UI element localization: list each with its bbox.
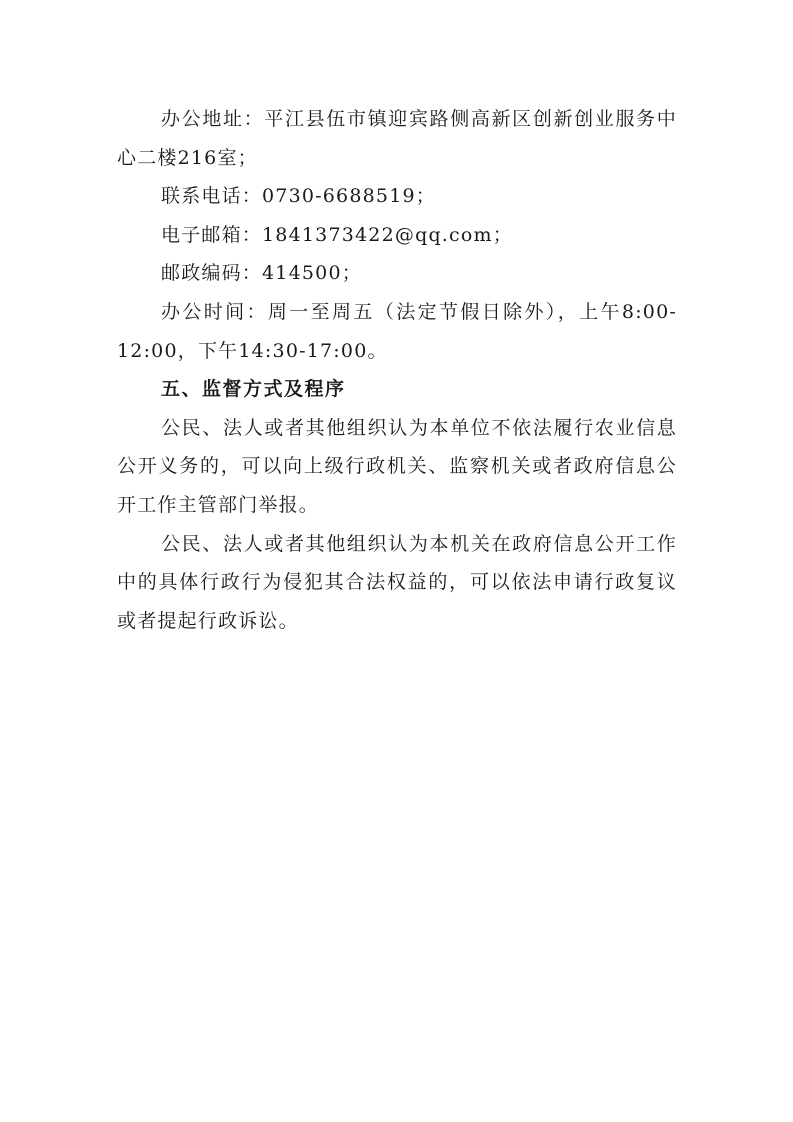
contact-email: 电子邮箱：1841373422@qq.com；	[161, 223, 513, 246]
supervision-paragraph-1: 公民、法人或者其他组织认为本单位不依法履行农业信息公开义务的，可以向上级行政机关、监察机关或者政府信息公开工作主管部门举报。	[117, 416, 677, 516]
document-body	[117, 100, 677, 640]
supervision-paragraph-2: 公民、法人或者其他组织认为本机关在政府信息公开工作中的具体行政行为侵犯其合法权益的，可以依法申请行政复议或者提起行政诉讼。	[117, 532, 677, 632]
section-heading: 五、监督方式及程序	[161, 378, 346, 401]
postal-code: 邮政编码：414500；	[161, 262, 362, 285]
contact-phone: 联系电话：0730-6688519；	[161, 185, 436, 208]
office-hours: 办公时间：周一至周五（法定节假日除外），上午8:00-12:00，下午14:30-17:00。	[117, 300, 677, 362]
office-address: 办公地址：平江县伍市镇迎宾路侧高新区创新创业服务中心二楼216室；	[117, 108, 677, 169]
